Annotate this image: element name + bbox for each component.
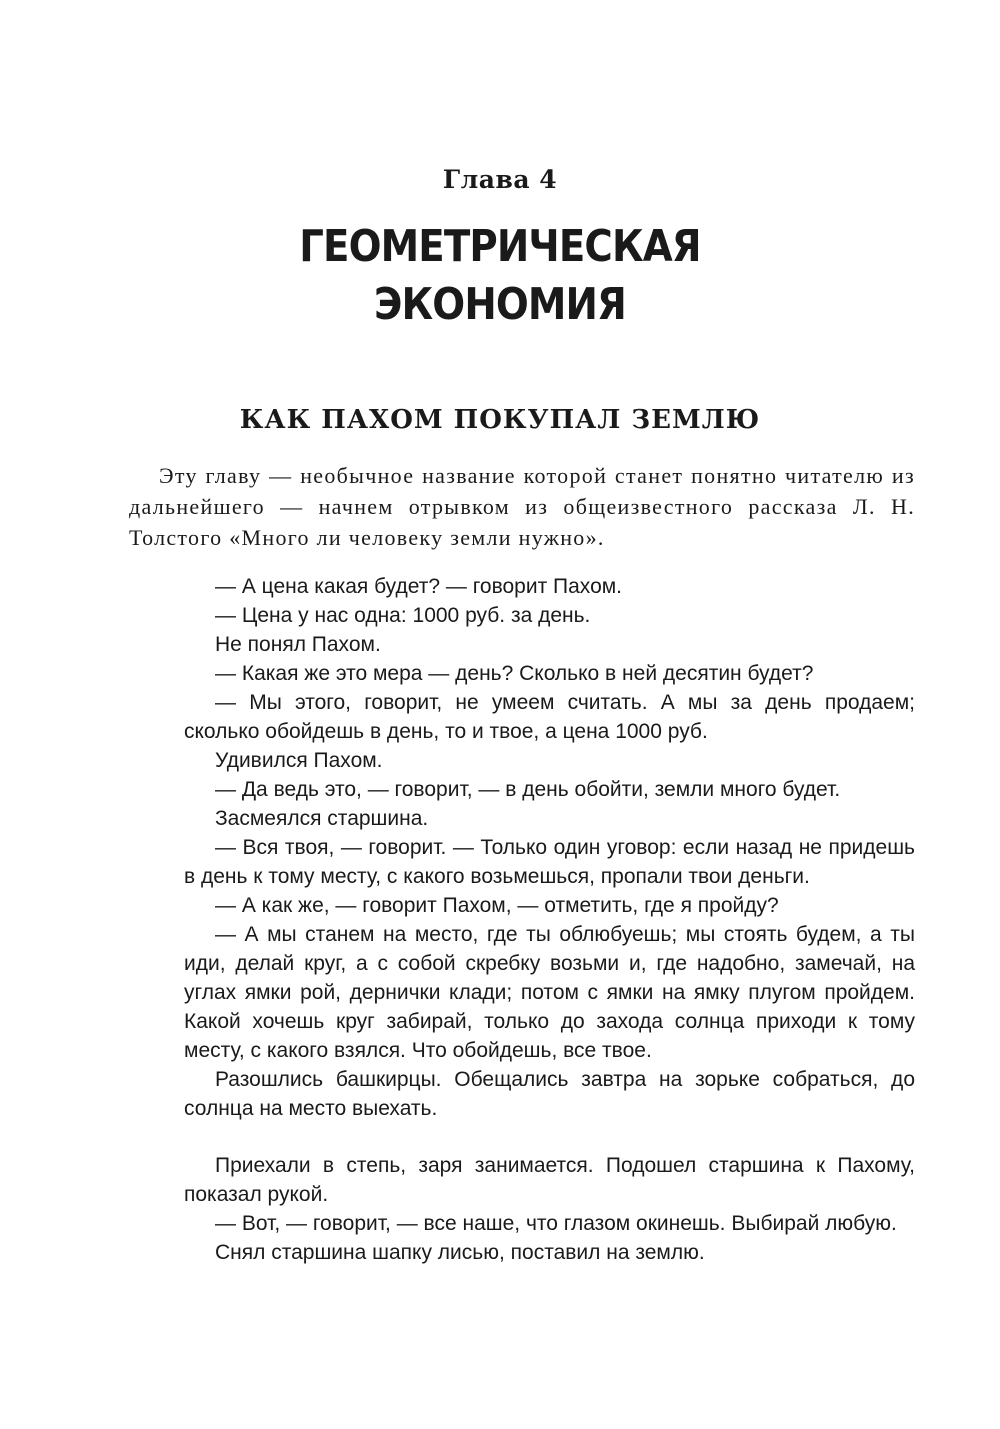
excerpt-paragraph: — Мы этого, говорит, не умеем считать. А мы за день продаем; сколько обойдешь в день, то и твое, а цена 1000 руб.	[184, 691, 915, 743]
excerpt-paragraph: — А как же, — говорит Пахом, — отметить, где я пройду?	[215, 894, 779, 917]
chapter-title-line-1: ГЕОМЕТРИЧЕСКАЯ	[299, 221, 701, 272]
chapter-title	[60, 218, 940, 334]
excerpt-paragraph: Разошлись башкирцы. Обещались завтра на зорьке собраться, до солнца на место выехать.	[184, 1068, 915, 1120]
excerpt-paragraph: Удивился Пахом.	[215, 749, 383, 772]
excerpt-paragraph: — Да ведь это, — говорит, — в день обойти, земли много будет.	[215, 778, 841, 801]
intro-paragraph: Эту главу — необычное название которой станет понятно читателю из дальнейшего — начнем отрывком из общеизвестного рассказа Л. Н. Толстого «Много ли человеку земли нужно».	[129, 463, 915, 550]
chapter-label: Глава 4	[442, 165, 558, 194]
excerpt-gap	[184, 1123, 915, 1151]
excerpt-paragraph: — А цена какая будет? — говорит Пахом.	[215, 575, 623, 598]
excerpt-paragraph: — Какая же это мера — день? Сколько в ней десятин будет?	[215, 662, 814, 685]
excerpt-paragraph: Приехали в степь, заря занимается. Подошел старшина к Пахому, показал рукой.	[184, 1154, 915, 1206]
excerpt-paragraph: Засмеялся старшина.	[215, 807, 429, 830]
excerpt-paragraph: — Вот, — говорит, — все наше, что глазом окинешь. Выбирай любую.	[215, 1212, 897, 1235]
excerpt-paragraph: — А мы станем на место, где ты облюбуешь; мы стоять будем, а ты иди, делай круг, а с собой скребку возьми и, где надобно, замечай, на углах ямки рой, дернички клади; потом с ямки на ямку плугом пройдем. Какой хочешь круг забирай, только до захода солнца приходи к тому месту, с какого взялся. Что обойдешь, все твое.	[184, 923, 915, 1062]
excerpt-paragraph: — Цена у нас одна: 1000 руб. за день.	[215, 604, 591, 627]
excerpt-paragraph: — Вся твоя, — говорит. — Только один уговор: если назад не придешь в день к тому месту, с какого возьмешься, пропали твои деньги.	[184, 836, 915, 888]
excerpt-paragraph: Снял старшина шапку лисью, поставил на землю.	[215, 1241, 705, 1264]
section-title: КАК ПАХОМ ПОКУПАЛ ЗЕМЛЮ	[239, 405, 761, 435]
chapter-title-line-2: ЭКОНОМИЯ	[373, 279, 627, 330]
excerpt-paragraph: Не понял Пахом.	[215, 633, 381, 656]
excerpt-block	[184, 572, 915, 1267]
intro-paragraph-block	[129, 460, 915, 553]
